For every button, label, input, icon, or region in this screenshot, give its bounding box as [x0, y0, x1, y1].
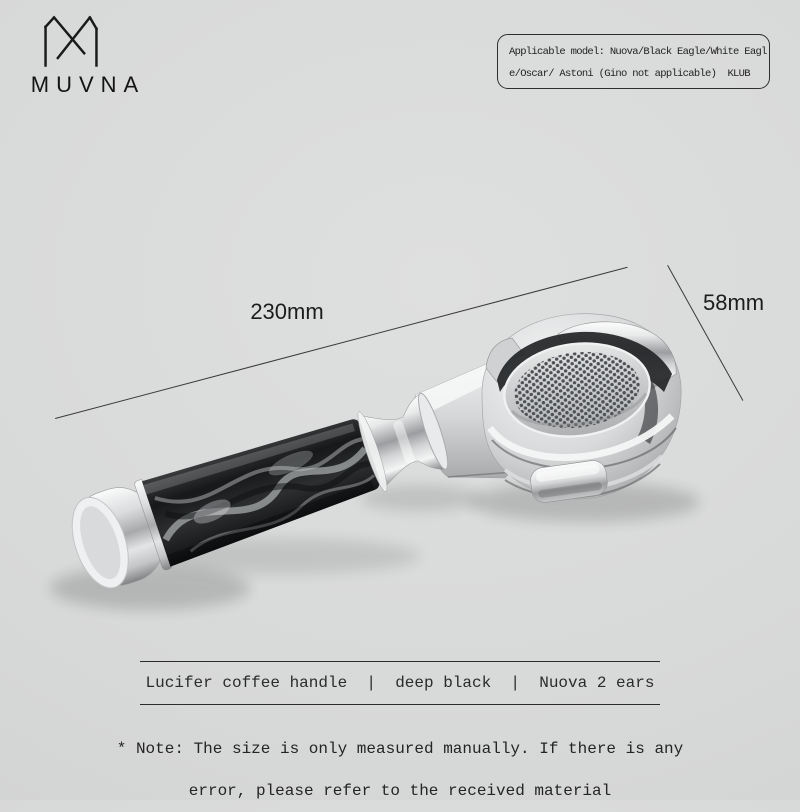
brand-wordmark: MUVNA — [30, 72, 146, 97]
product-title-block — [140, 661, 660, 705]
head-diameter-label: 58mm — [703, 290, 765, 315]
applicable-model-line2: e/Oscar/ Astoni (Gino not applicable) KLUB — [509, 67, 750, 80]
product-title: Lucifer coffee handle | deep black | Nuova 2 ears — [145, 674, 655, 692]
note-line2: error, please refer to the received material — [188, 782, 612, 800]
applicable-model-line1: Applicable model: Nuova/Black Eagle/White Eagl — [509, 45, 767, 58]
handle-length-label: 230mm — [250, 299, 324, 324]
portafilter-head — [482, 314, 681, 504]
note-block — [0, 728, 800, 812]
note-line1: * Note: The size is only measured manually. If there is any — [116, 740, 684, 758]
